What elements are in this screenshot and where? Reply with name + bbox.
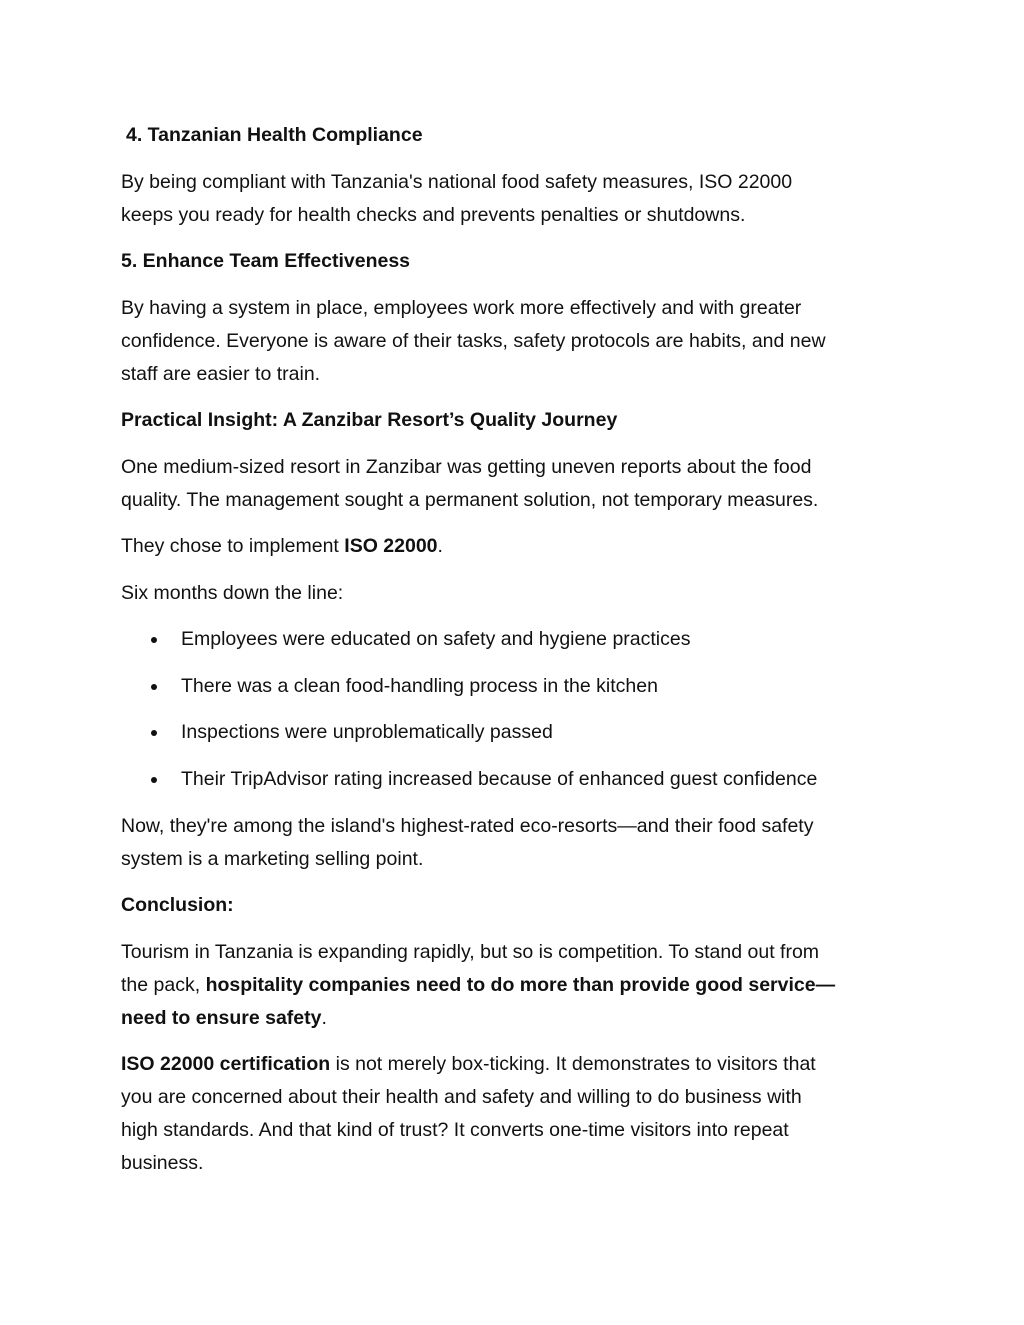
text-line: quality. The management sought a permanent solution, not temporary measures. [121, 489, 819, 511]
paragraph-iso-certification [121, 1048, 911, 1180]
heading-conclusion: Conclusion: [121, 894, 234, 916]
text-segment: is not merely box-ticking. It demonstrates to visitors that [330, 1053, 816, 1075]
paragraph-eco-resorts [121, 810, 911, 876]
list-item-text: Inspections were unproblematically passed [181, 721, 553, 743]
text-line: keeps you ready for health checks and prevents penalties or shutdowns. [121, 204, 746, 226]
bold-iso-22000: ISO 22000 [344, 535, 438, 557]
text-segment: . [321, 1007, 327, 1029]
bold-hospitality-statement: hospitality companies need to do more than provide good service— [205, 974, 836, 996]
text-line [121, 974, 835, 996]
heading-tanzanian-health-compliance: 4. Tanzanian Health Compliance [126, 124, 423, 146]
text-line: staff are easier to train. [121, 363, 321, 385]
bullet-dot-icon [151, 730, 157, 736]
text-segment: They chose to implement [121, 535, 345, 557]
heading-enhance-team-effectiveness: 5. Enhance Team Effectiveness [121, 250, 411, 272]
heading-practical-insight: Practical Insight: A Zanzibar Resort’s Quality Journey [121, 409, 618, 431]
paragraph-health-compliance [121, 166, 911, 232]
bold-iso-certification: ISO 22000 certification [121, 1053, 331, 1075]
paragraph-six-months: Six months down the line: [121, 582, 344, 604]
bold-ensure-safety: need to ensure safety [121, 1007, 322, 1029]
text-line: Now, they're among the island's highest-rated eco-resorts—and their food safety [121, 815, 814, 837]
paragraph-tourism [121, 936, 911, 1035]
paragraph-resort-story [121, 451, 911, 517]
bullet-dot-icon [151, 777, 157, 783]
list-item-text: There was a clean food-handling process in the kitchen [181, 675, 658, 697]
bullet-dot-icon [151, 637, 157, 643]
text-line: One medium-sized resort in Zanzibar was getting uneven reports about the food [121, 456, 812, 478]
text-line: you are concerned about their health and safety and willing to do business with [121, 1086, 802, 1108]
paragraph-chose-iso [121, 530, 911, 563]
text-line: business. [121, 1152, 204, 1174]
text-line: confidence. Everyone is aware of their tasks, safety protocols are habits, and new [121, 330, 826, 352]
list-item-text: Their TripAdvisor rating increased because of enhanced guest confidence [181, 768, 818, 790]
text-line: By having a system in place, employees work more effectively and with greater [121, 297, 802, 319]
text-segment: . [437, 535, 443, 557]
paragraph-team-effectiveness [121, 292, 911, 391]
text-segment: the pack, [121, 974, 206, 996]
text-line [121, 1007, 327, 1029]
text-line: By being compliant with Tanzania's national food safety measures, ISO 22000 [121, 171, 793, 193]
text-line: Tourism in Tanzania is expanding rapidly, but so is competition. To stand out from [121, 941, 820, 963]
bullet-dot-icon [151, 684, 157, 690]
list-item-text: Employees were educated on safety and hygiene practices [181, 628, 691, 650]
text-line [121, 1053, 816, 1075]
text-line: system is a marketing selling point. [121, 848, 424, 870]
text-line: high standards. And that kind of trust? It converts one-time visitors into repeat [121, 1119, 789, 1141]
